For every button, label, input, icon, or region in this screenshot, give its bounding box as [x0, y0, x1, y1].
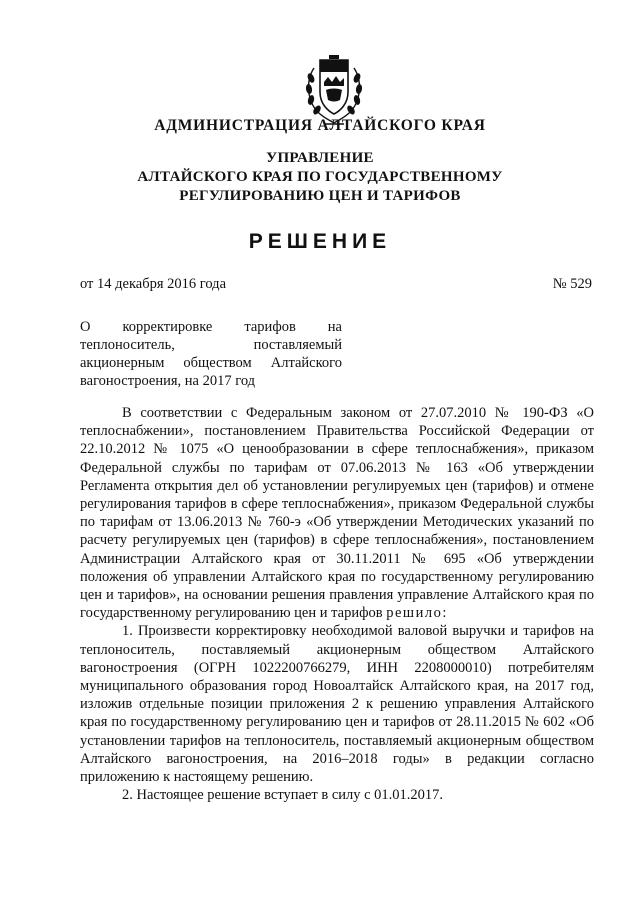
document-number: № 529	[552, 276, 592, 292]
administration-name: АДМИНИСТРАЦИЯ АЛТАЙСКОГО КРАЯ	[154, 117, 486, 134]
resolved-colon: :	[442, 605, 447, 622]
department-name	[0, 149, 640, 206]
department-line: РЕГУЛИРОВАНИЮ ЦЕН И ТАРИФОВ	[179, 188, 461, 204]
department-line: АЛТАЙСКОГО КРАЯ ПО ГОСУДАРСТВЕННОМУ	[137, 169, 503, 185]
resolved-word: решило	[386, 605, 443, 622]
preamble-paragraph	[80, 404, 594, 622]
document-body	[80, 404, 594, 804]
item-1-paragraph: 1. Произвести корректировку необходимой валовой выручки и тарифов на теплоноситель, поставляемый акционерным обществом Алтайского вагоностроения (ОГРН 1022200766279, ИНН 2208000010) потребителям муниципального образования город Новоалтайск Алтайского края, на 2017 год, изложив отдельные позиции приложения 2 к решению управления Алтайского края по государственному регулированию цен и тарифов от 28.11.2015 № 602 «Об установлении тарифов на теплоноситель, поставляемый акционерным обществом Алтайского вагоностроения, на 2016–2018 годы» в редакции согласно приложению к настоящему решению.	[80, 623, 594, 786]
document-title: РЕШЕНИЕ	[248, 230, 392, 253]
department-line: УПРАВЛЕНИЕ	[266, 150, 374, 166]
item-2-paragraph: 2. Настоящее решение вступает в силу с 01.01.2017.	[122, 787, 444, 804]
document-date: от 14 декабря 2016 года	[80, 276, 226, 292]
preamble-text: В соответствии с Федеральным законом от 27.07.2010 № 190-ФЗ «О теплоснабжении», постановлением Правительства Российской Федерации от 22.10.2012 № 1075 «О ценообразовании в сфере теплоснабжения», приказом Федеральной службы по тарифам от 07.06.2013 № 163 «Об утверждении Регламента открытия дел об установлении регулируемых цен (тарифов) и отмене регулирования тарифов в сфере теплоснабжения», приказом Федеральной службы по тарифам от 13.06.2013 № 760-э «Об утверждении Методических указаний по расчету регулируемых цен (тарифов) в сфере теплоснабжения», постановлением Администрации Алтайского края от 30.11.2011 № 695 «Об утверждении положения об управлении Алтайского края по государственному регулированию цен и тарифов», на основании решения правления управление Алтайского края по государственному регулированию цен и тарифов	[80, 405, 594, 622]
document-subject: О корректировке тарифов на теплоноситель, поставляемый акционерным обществом Алтайского вагоностроения, на 2017 год	[80, 319, 342, 389]
